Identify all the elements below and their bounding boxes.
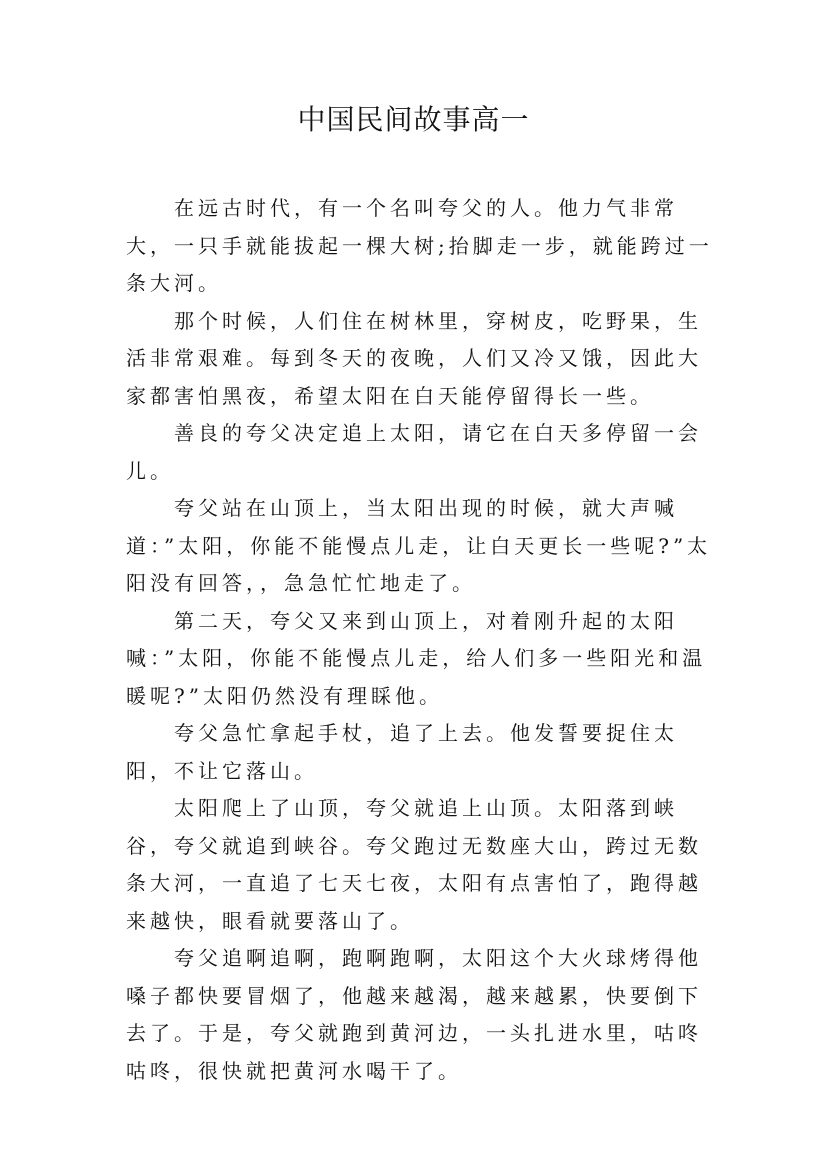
- paragraph: 太阳爬上了山顶，夸父就追上山顶。太阳落到峡谷，夸父就追到峡谷。夸父跑过无数座大山，跨过无数条大河，一直追了七天七夜，太阳有点害怕了，跑得越来越快，眼看就要落山了。: [126, 796, 702, 933]
- paragraph: 夸父急忙拿起手杖，追了上去。他发誓要捉住太阳，不让它落山。: [126, 721, 678, 783]
- paragraph: 在远古时代，有一个名叫夸父的人。他力气非常大，一只手就能拔起一棵大树;抬脚走一步，就能跨过一条大河。: [126, 196, 713, 295]
- paragraph: 第二天，夸父又来到山顶上，对着刚升起的太阳喊：”太阳，你能不能慢点儿走，给人们多一些阳光和温暖呢?”太阳仍然没有理睬他。: [126, 608, 707, 708]
- document-body: [126, 190, 716, 1090]
- paragraph: 那个时候，人们住在树林里，穿树皮，吃野果，生活非常艰难。每到冬天的夜晚，人们又冷又饿，因此大家都害怕黑夜，希望太阳在白天能停留得长一些。: [126, 308, 702, 408]
- paragraph: 善良的夸父决定追上太阳，请它在白天多停留一会儿。: [126, 421, 702, 483]
- paragraph: 夸父站在山顶上，当太阳出现的时候，就大声喊道：”太阳，你能不能慢点儿走，让白天更长一些呢?”太阳没有回答，，急急忙忙地走了。: [126, 496, 712, 595]
- paragraph: 夸父追啊追啊，跑啊跑啊，太阳这个大火球烤得他嗓子都快要冒烟了，他越来越渴，越来越累，快要倒下去了。于是，夸父就跑到黄河边，一头扎进水里，咕咚咕咚，很快就把黄河水喝干了。: [126, 946, 702, 1083]
- document-title: 中国民间故事高一: [297, 103, 530, 136]
